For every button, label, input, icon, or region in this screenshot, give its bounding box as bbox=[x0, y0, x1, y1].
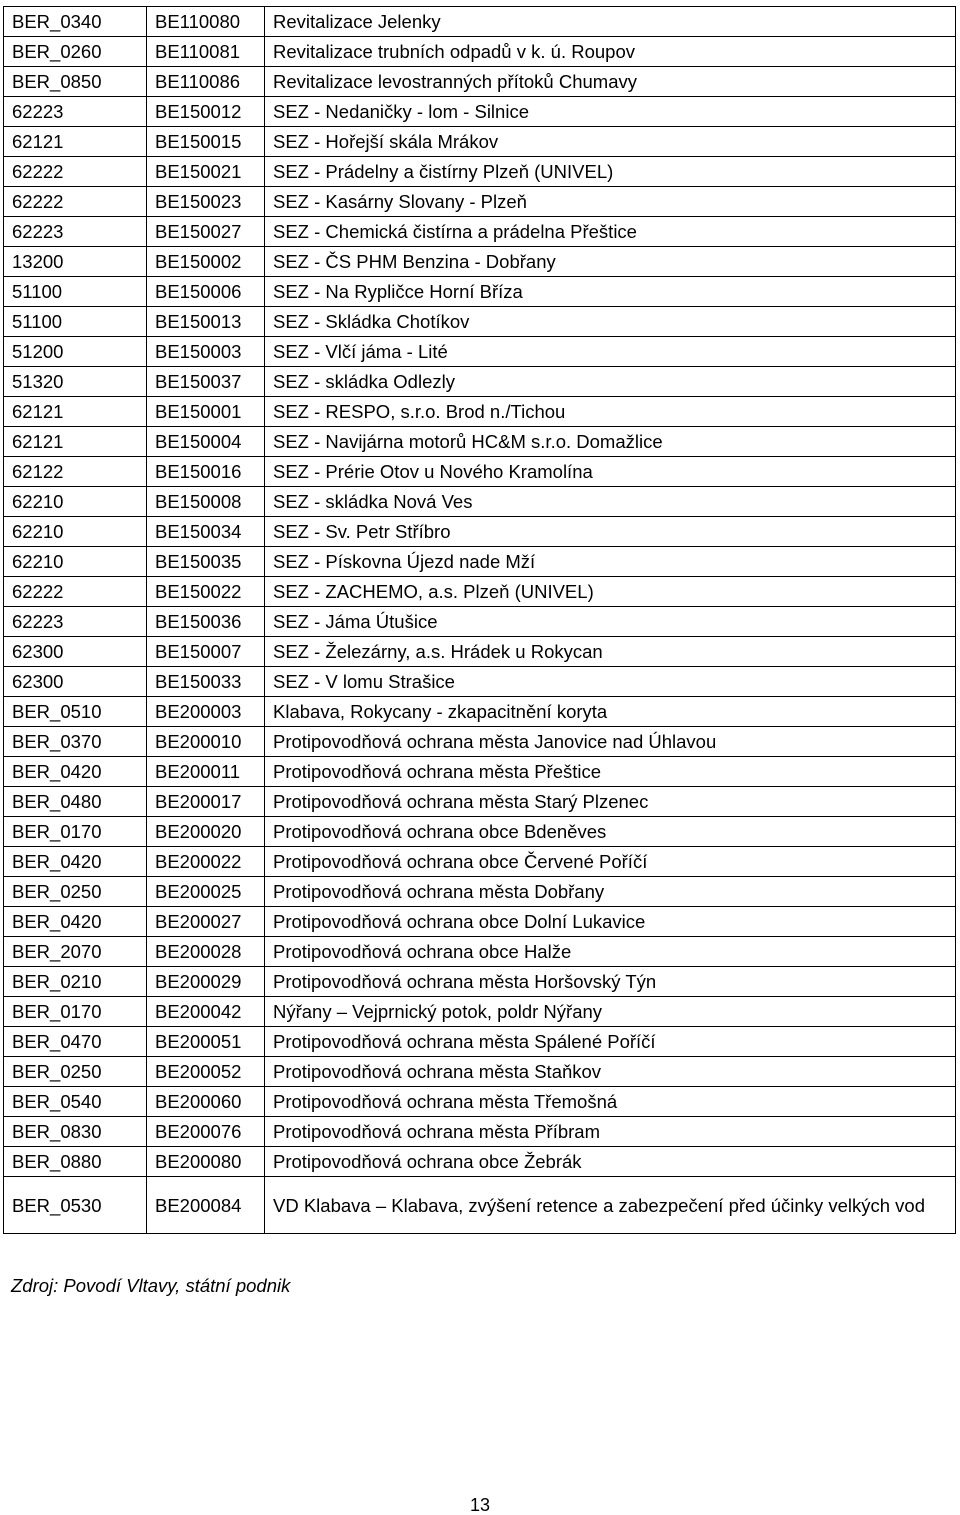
water-body-code-cell: BER_0880 bbox=[4, 1147, 147, 1177]
page-number: 13 bbox=[469, 1495, 491, 1515]
table-row bbox=[4, 367, 956, 397]
measure-name-cell: SEZ - Navijárna motorů HC&M s.r.o. Domažlice bbox=[265, 427, 956, 457]
water-body-code-cell: 51100 bbox=[4, 277, 147, 307]
measure-name-cell: SEZ - RESPO, s.r.o. Brod n./Tichou bbox=[265, 397, 956, 427]
measure-name-cell: Protipovodňová ochrana obce Halže bbox=[265, 937, 956, 967]
measure-name-cell: SEZ - Chemická čistírna a prádelna Přeštice bbox=[265, 217, 956, 247]
table-row bbox=[4, 937, 956, 967]
water-body-code-cell: 62222 bbox=[4, 577, 147, 607]
measure-name-cell: Protipovodňová ochrana obce Dolní Lukavice bbox=[265, 907, 956, 937]
measure-name-cell: Revitalizace trubních odpadů v k. ú. Roupov bbox=[265, 37, 956, 67]
measure-name-cell: SEZ - Sv. Petr Stříbro bbox=[265, 517, 956, 547]
measure-name-cell: Protipovodňová ochrana obce Bdeněves bbox=[265, 817, 956, 847]
measure-name-cell: Protipovodňová ochrana města Příbram bbox=[265, 1117, 956, 1147]
table-row bbox=[4, 847, 956, 877]
measure-id-cell: BE150034 bbox=[147, 517, 265, 547]
measure-id-cell: BE150013 bbox=[147, 307, 265, 337]
measure-name-cell: Protipovodňová ochrana města Dobřany bbox=[265, 877, 956, 907]
table-row bbox=[4, 547, 956, 577]
table-row bbox=[4, 727, 956, 757]
table-row bbox=[4, 697, 956, 727]
measure-id-cell: BE200042 bbox=[147, 997, 265, 1027]
measure-id-cell: BE200025 bbox=[147, 877, 265, 907]
water-body-code-cell: BER_0420 bbox=[4, 847, 147, 877]
measure-id-cell: BE200060 bbox=[147, 1087, 265, 1117]
measure-id-cell: BE110081 bbox=[147, 37, 265, 67]
measure-name-cell: SEZ - Vlčí jáma - Lité bbox=[265, 337, 956, 367]
measure-name-cell: SEZ - Nedaničky - lom - Silnice bbox=[265, 97, 956, 127]
table-row bbox=[4, 907, 956, 937]
measure-name-cell: SEZ - Skládka Chotíkov bbox=[265, 307, 956, 337]
water-body-code-cell: BER_0830 bbox=[4, 1117, 147, 1147]
table-row bbox=[4, 127, 956, 157]
measure-name-cell: SEZ - Na Rypličce Horní Bříza bbox=[265, 277, 956, 307]
water-body-code-cell: BER_0530 bbox=[4, 1177, 147, 1234]
water-body-code-cell: 62223 bbox=[4, 607, 147, 637]
measure-name-cell: Revitalizace Jelenky bbox=[265, 7, 956, 37]
measure-id-cell: BE200010 bbox=[147, 727, 265, 757]
table-row bbox=[4, 877, 956, 907]
water-body-code-cell: 51200 bbox=[4, 337, 147, 367]
table-row bbox=[4, 817, 956, 847]
table-row bbox=[4, 247, 956, 277]
measure-name-cell: Revitalizace levostranných přítoků Chumavy bbox=[265, 67, 956, 97]
table-row bbox=[4, 607, 956, 637]
water-body-code-cell: 51320 bbox=[4, 367, 147, 397]
table-row bbox=[4, 1087, 956, 1117]
measure-name-cell: Protipovodňová ochrana města Spálené Poříčí bbox=[265, 1027, 956, 1057]
water-body-code-cell: BER_0250 bbox=[4, 1057, 147, 1087]
measure-id-cell: BE200076 bbox=[147, 1117, 265, 1147]
water-body-code-cell: 62210 bbox=[4, 547, 147, 577]
measure-id-cell: BE150022 bbox=[147, 577, 265, 607]
water-body-code-cell: BER_0540 bbox=[4, 1087, 147, 1117]
measure-id-cell: BE150008 bbox=[147, 487, 265, 517]
measure-name-cell: SEZ - Kasárny Slovany - Plzeň bbox=[265, 187, 956, 217]
table-row bbox=[4, 1057, 956, 1087]
measure-name-cell: SEZ - Jáma Útušice bbox=[265, 607, 956, 637]
measure-id-cell: BE200020 bbox=[147, 817, 265, 847]
table-row bbox=[4, 187, 956, 217]
measure-id-cell: BE200027 bbox=[147, 907, 265, 937]
measure-id-cell: BE110080 bbox=[147, 7, 265, 37]
measure-name-cell: Klabava, Rokycany - zkapacitnění koryta bbox=[265, 697, 956, 727]
measures-table-body bbox=[4, 7, 956, 1234]
table-row bbox=[4, 97, 956, 127]
water-body-code-cell: BER_0250 bbox=[4, 877, 147, 907]
measure-id-cell: BE150033 bbox=[147, 667, 265, 697]
water-body-code-cell: BER_0480 bbox=[4, 787, 147, 817]
table-row bbox=[4, 1177, 956, 1234]
table-row bbox=[4, 787, 956, 817]
measure-name-cell: SEZ - Železárny, a.s. Hrádek u Rokycan bbox=[265, 637, 956, 667]
measure-name-cell: SEZ - Prérie Otov u Nového Kramolína bbox=[265, 457, 956, 487]
measure-id-cell: BE200017 bbox=[147, 787, 265, 817]
water-body-code-cell: BER_0370 bbox=[4, 727, 147, 757]
measure-id-cell: BE150036 bbox=[147, 607, 265, 637]
table-row bbox=[4, 517, 956, 547]
water-body-code-cell: 51100 bbox=[4, 307, 147, 337]
measure-name-cell: SEZ - Prádelny a čistírny Plzeň (UNIVEL) bbox=[265, 157, 956, 187]
measure-id-cell: BE200051 bbox=[147, 1027, 265, 1057]
table-row bbox=[4, 967, 956, 997]
measure-id-cell: BE200022 bbox=[147, 847, 265, 877]
table-row bbox=[4, 667, 956, 697]
table-row bbox=[4, 397, 956, 427]
measure-id-cell: BE150023 bbox=[147, 187, 265, 217]
measure-id-cell: BE150012 bbox=[147, 97, 265, 127]
measure-id-cell: BE200084 bbox=[147, 1177, 265, 1234]
measure-name-cell: Protipovodňová ochrana města Přeštice bbox=[265, 757, 956, 787]
measure-id-cell: BE110086 bbox=[147, 67, 265, 97]
table-row bbox=[4, 37, 956, 67]
table-row bbox=[4, 7, 956, 37]
measure-id-cell: BE200052 bbox=[147, 1057, 265, 1087]
table-row bbox=[4, 637, 956, 667]
water-body-code-cell: 62222 bbox=[4, 187, 147, 217]
measure-id-cell: BE150004 bbox=[147, 427, 265, 457]
water-body-code-cell: BER_0510 bbox=[4, 697, 147, 727]
measure-id-cell: BE150037 bbox=[147, 367, 265, 397]
measure-name-cell: SEZ - skládka Odlezly bbox=[265, 367, 956, 397]
water-body-code-cell: 62121 bbox=[4, 427, 147, 457]
water-body-code-cell: BER_0340 bbox=[4, 7, 147, 37]
measure-id-cell: BE150016 bbox=[147, 457, 265, 487]
water-body-code-cell: 62222 bbox=[4, 157, 147, 187]
table-row bbox=[4, 277, 956, 307]
measure-name-cell: Protipovodňová ochrana města Janovice nad Úhlavou bbox=[265, 727, 956, 757]
measure-name-cell: Protipovodňová ochrana města Starý Plzenec bbox=[265, 787, 956, 817]
measure-id-cell: BE200011 bbox=[147, 757, 265, 787]
measure-name-cell: Protipovodňová ochrana obce Červené Poříčí bbox=[265, 847, 956, 877]
water-body-code-cell: BER_0170 bbox=[4, 997, 147, 1027]
measure-name-cell: Protipovodňová ochrana města Staňkov bbox=[265, 1057, 956, 1087]
water-body-code-cell: BER_0210 bbox=[4, 967, 147, 997]
measure-name-cell: SEZ - ZACHEMO, a.s. Plzeň (UNIVEL) bbox=[265, 577, 956, 607]
table-row bbox=[4, 457, 956, 487]
measure-id-cell: BE200028 bbox=[147, 937, 265, 967]
measure-id-cell: BE200080 bbox=[147, 1147, 265, 1177]
measure-name-cell: Protipovodňová ochrana města Třemošná bbox=[265, 1087, 956, 1117]
table-row bbox=[4, 217, 956, 247]
water-body-code-cell: 62223 bbox=[4, 217, 147, 247]
table-row bbox=[4, 157, 956, 187]
table-row bbox=[4, 337, 956, 367]
table-row bbox=[4, 307, 956, 337]
water-body-code-cell: BER_2070 bbox=[4, 937, 147, 967]
measure-id-cell: BE150027 bbox=[147, 217, 265, 247]
water-body-code-cell: 62210 bbox=[4, 517, 147, 547]
measures-table bbox=[3, 6, 956, 1234]
measure-name-cell: SEZ - skládka Nová Ves bbox=[265, 487, 956, 517]
water-body-code-cell: BER_0260 bbox=[4, 37, 147, 67]
table-row bbox=[4, 1117, 956, 1147]
water-body-code-cell: BER_0850 bbox=[4, 67, 147, 97]
water-body-code-cell: 62121 bbox=[4, 397, 147, 427]
table-row bbox=[4, 757, 956, 787]
measure-id-cell: BE150015 bbox=[147, 127, 265, 157]
water-body-code-cell: BER_0170 bbox=[4, 817, 147, 847]
table-row bbox=[4, 487, 956, 517]
table-row bbox=[4, 1027, 956, 1057]
table-row bbox=[4, 1147, 956, 1177]
table-row bbox=[4, 997, 956, 1027]
measure-id-cell: BE200003 bbox=[147, 697, 265, 727]
measure-name-cell: Protipovodňová ochrana města Horšovský Týn bbox=[265, 967, 956, 997]
water-body-code-cell: 62300 bbox=[4, 667, 147, 697]
water-body-code-cell: 62122 bbox=[4, 457, 147, 487]
measure-id-cell: BE150003 bbox=[147, 337, 265, 367]
measure-name-cell: SEZ - Pískovna Újezd nade Mží bbox=[265, 547, 956, 577]
measure-name-cell: Protipovodňová ochrana obce Žebrák bbox=[265, 1147, 956, 1177]
measure-id-cell: BE150002 bbox=[147, 247, 265, 277]
source-note: Zdroj: Povodí Vltavy, státní podnik bbox=[11, 1275, 291, 1296]
measure-id-cell: BE150035 bbox=[147, 547, 265, 577]
water-body-code-cell: 62121 bbox=[4, 127, 147, 157]
water-body-code-cell: 13200 bbox=[4, 247, 147, 277]
water-body-code-cell: BER_0470 bbox=[4, 1027, 147, 1057]
measure-id-cell: BE150006 bbox=[147, 277, 265, 307]
measure-name-cell: SEZ - Hořejší skála Mrákov bbox=[265, 127, 956, 157]
measure-id-cell: BE200029 bbox=[147, 967, 265, 997]
measure-name-cell: VD Klabava – Klabava, zvýšení retence a zabezpečení před účinky velkých vod bbox=[265, 1177, 956, 1234]
measure-id-cell: BE150021 bbox=[147, 157, 265, 187]
measure-name-cell: Nýřany – Vejprnický potok, poldr Nýřany bbox=[265, 997, 956, 1027]
water-body-code-cell: 62300 bbox=[4, 637, 147, 667]
measure-id-cell: BE150007 bbox=[147, 637, 265, 667]
measure-name-cell: SEZ - V lomu Strašice bbox=[265, 667, 956, 697]
table-row bbox=[4, 577, 956, 607]
measure-name-cell: SEZ - ČS PHM Benzina - Dobřany bbox=[265, 247, 956, 277]
table-row bbox=[4, 67, 956, 97]
water-body-code-cell: BER_0420 bbox=[4, 907, 147, 937]
water-body-code-cell: 62223 bbox=[4, 97, 147, 127]
measure-id-cell: BE150001 bbox=[147, 397, 265, 427]
water-body-code-cell: BER_0420 bbox=[4, 757, 147, 787]
table-row bbox=[4, 427, 956, 457]
water-body-code-cell: 62210 bbox=[4, 487, 147, 517]
